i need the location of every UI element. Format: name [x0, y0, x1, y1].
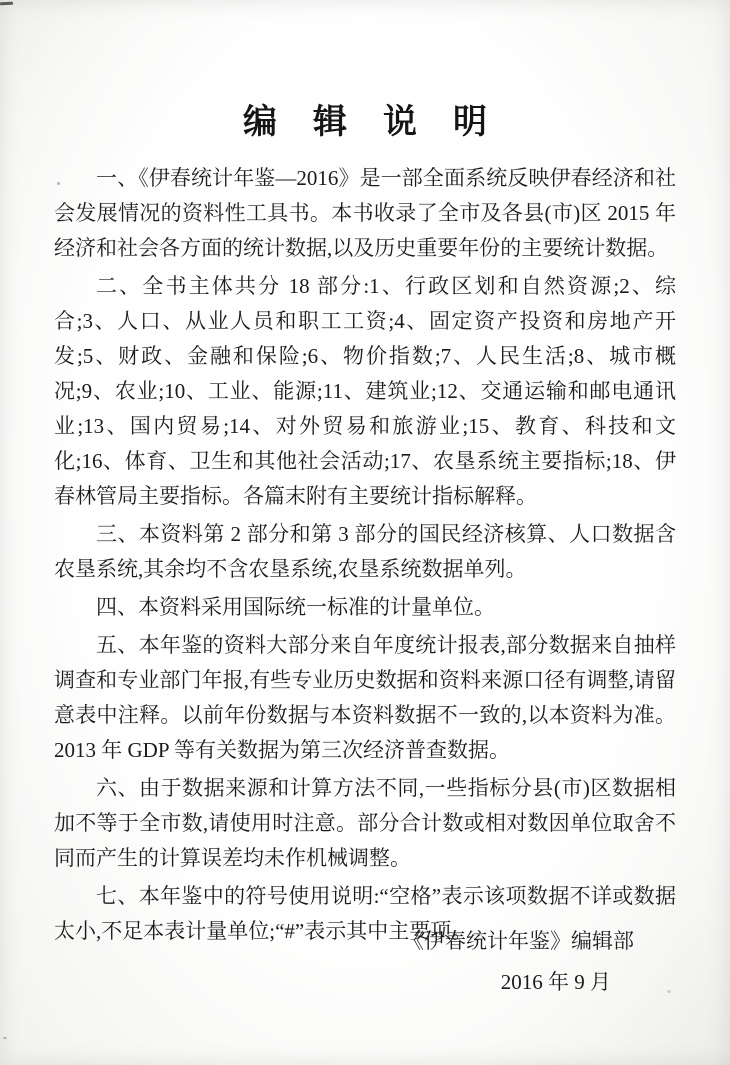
- scan-artifact: [667, 990, 671, 993]
- publication-date: 2016 年 9 月: [500, 970, 611, 994]
- document-body: [54, 161, 676, 952]
- page-title-container: [0, 94, 730, 143]
- paragraph-4: 四、本资料采用国际统一标准的计量单位。: [96, 595, 495, 619]
- paragraph-2: 二、全书主体共分 18 部分:1、行政区划和自然资源;2、综合;3、人口、从业人员和职工工资;4、固定资产投资和房地产开发;5、财政、金融和保险;6、物价指数;7、人民生活;8、城市概况;9、农业;10、工业、能源;11、建筑业;12、交通运输和邮电通讯业;13、国内贸易;14、对外贸易和旅游业;15、教育、科技和文化;16、体育、卫生和其他社会活动;17、农垦系统主要指标;18、伊春林管局主要指标。各篇末附有主要统计指标解释。: [54, 274, 676, 508]
- editorial-department-signature: 《伊春统计年鉴》编辑部: [403, 929, 634, 953]
- scan-artifact: [3, 1037, 7, 1039]
- page-title: 编辑说明: [243, 104, 523, 141]
- scan-artifact: [0, 2, 13, 5]
- paragraph-3: 三、本资料第 2 部分和第 3 部分的国民经济核算、人口数据含农垦系统,其余均不含农垦系统,农垦系统数据单列。: [54, 522, 676, 581]
- paragraph-1: 一、《伊春统计年鉴—2016》是一部全面系统反映伊春经济和社会发展情况的资料性工具书。本书收录了全市及各县(市)区 2015 年经济和社会各方面的统计数据,以及历史重要年份的主要统计数据。: [54, 166, 676, 260]
- paragraph-5: 五、本年鉴的资料大部分来自年度统计报表,部分数据来自抽样调查和专业部门年报,有些专业历史数据和资料来源口径有调整,请留意表中注释。以前年份数据与本资料数据不一致的,以本资料为准。2013 年 GDP 等有关数据为第三次经济普查数据。: [54, 633, 676, 762]
- paragraph-7: 七、本年鉴中的符号使用说明:“空格”表示该项数据不详或数据太小,不足本表计量单位;“#”表示其中主要项。: [54, 884, 676, 943]
- paragraph-6: 六、由于数据来源和计算方法不同,一些指标分县(市)区数据相加不等于全市数,请使用时注意。部分合计数或相对数因单位取舍不同而产生的计算误差均未作机械调整。: [54, 776, 676, 870]
